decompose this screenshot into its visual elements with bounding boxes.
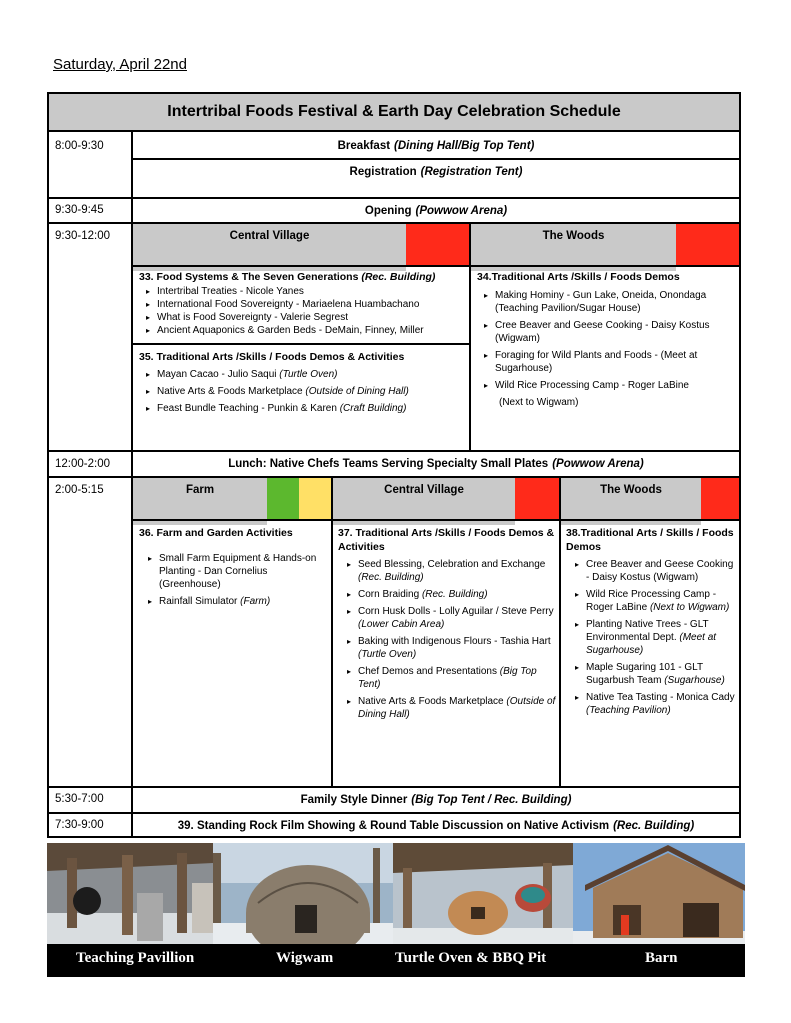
list-item: ▸ Native Arts & Foods Marketplace (Outside of Dining Hall): [358, 695, 556, 721]
list-item: ▸ Cree Beaver and Geese Cooking - Daisy Kostus (Wigwam): [586, 558, 737, 584]
central-village-header: Central Village: [133, 224, 406, 271]
red-indicator: [701, 478, 739, 519]
session-36-title: 36. Farm and Garden Activities: [139, 527, 293, 539]
list-item: ▸ Baking with Indigenous Flours - Tashia Hart (Turtle Oven): [358, 635, 556, 661]
photo-strip: [47, 843, 745, 946]
lunch-cell: [133, 452, 739, 476]
caption-barn: Barn: [645, 950, 678, 966]
time-slot: 5:30-7:00: [55, 793, 104, 805]
wigwam-photo: [213, 843, 393, 946]
photo-captions: [47, 944, 745, 977]
list-item: ▸ Planting Native Trees - GLT Environmental Dept. (Meet at Sugarhouse): [586, 618, 737, 657]
caption-turtle-oven: Turtle Oven & BBQ Pit: [395, 950, 547, 966]
caption-wigwam: Wigwam: [276, 950, 334, 966]
time-slot: 2:00-5:15: [55, 484, 104, 496]
film-location: (Rec. Building): [613, 820, 695, 832]
list-item: ▸ Corn Braiding (Rec. Building): [358, 588, 556, 601]
session-34-extra: (Next to Wigwam): [499, 397, 579, 408]
schedule-title: Intertribal Foods Festival & Earth Day Celebration Schedule: [49, 94, 739, 132]
divider: [133, 265, 739, 267]
divider: [133, 343, 469, 345]
time-slot: 7:30-9:00: [55, 819, 104, 831]
list-item: ▸ Making Hominy - Gun Lake, Oneida, Onondaga (Teaching Pavilion/Sugar House): [495, 289, 737, 315]
farm-header: Farm: [133, 478, 267, 525]
list-item: ▸ Chef Demos and Presentations (Big Top Tent): [358, 665, 556, 691]
dinner-location: (Big Top Tent / Rec. Building): [411, 794, 572, 806]
list-item: ▸ Feast Bundle Teaching - Punkin & Karen (Craft Building): [157, 402, 467, 415]
opening-location: (Powwow Arena): [415, 204, 508, 217]
the-woods-header: The Woods: [561, 478, 701, 525]
list-item: ▸ Ancient Aquaponics & Garden Beds - DeMain, Finney, Miller: [157, 324, 467, 337]
list-item: ▸ Wild Rice Processing Camp - Roger LaBine: [495, 379, 737, 392]
list-item: ▸ Intertribal Treaties - Nicole Yanes: [157, 285, 467, 298]
list-item: ▸ Native Arts & Foods Marketplace (Outside of Dining Hall): [157, 385, 467, 398]
list-item: ▸ Rainfall Simulator (Farm): [159, 595, 327, 608]
turtle-oven-photo: [393, 843, 573, 946]
time-slot: 9:30-12:00: [55, 230, 110, 242]
session-35: [139, 350, 467, 419]
session-35-title: 35. Traditional Arts /Skills / Foods Demos & Activities: [139, 351, 405, 363]
list-item: ▸ Small Farm Equipment & Hands-on Planting - Dan Cornelius (Greenhouse): [159, 552, 327, 591]
session-38: [566, 526, 737, 721]
session-34: [477, 270, 737, 409]
list-item: ▸ Seed Blessing, Celebration and Exchange (Rec. Building): [358, 558, 556, 584]
registration-label: Registration: [349, 166, 417, 178]
yellow-indicator: [299, 478, 331, 519]
page-date: Saturday, April 22nd: [53, 56, 187, 73]
film-label: 39. Standing Rock Film Showing & Round Table Discussion on Native Activism: [177, 820, 610, 832]
session-37-title: 37. Traditional Arts /Skills / Foods Demos & Activities: [338, 527, 555, 553]
time-slot: 12:00-2:00: [55, 458, 110, 470]
dinner-cell: [133, 788, 739, 812]
caption-teaching-pavillion: Teaching Pavillion: [76, 950, 195, 966]
time-slot: 8:00-9:30: [55, 140, 104, 152]
time-slot: 9:30-9:45: [55, 204, 104, 216]
red-indicator: [406, 224, 469, 265]
list-item: ▸ International Food Sovereignty - Mariaelena Huambachano: [157, 298, 467, 311]
list-item: ▸ Cree Beaver and Geese Cooking - Daisy Kostus (Wigwam): [495, 319, 737, 345]
session-37: [338, 526, 556, 725]
lunch-label: Lunch: Native Chefs Teams Serving Specialty Small Plates: [228, 458, 549, 470]
session-33-title: 33. Food Systems & The Seven Generations: [139, 271, 359, 283]
breakfast-cell: [133, 134, 739, 158]
red-indicator: [515, 478, 559, 519]
breakfast-label: Breakfast: [337, 140, 391, 152]
session-34-title: 34.Traditional Arts /Skills / Foods Demos: [477, 271, 680, 283]
registration-cell: [133, 160, 739, 203]
registration-location: (Registration Tent): [420, 166, 523, 178]
list-item: ▸ Native Tea Tasting - Monica Cady (Teaching Pavilion): [586, 691, 737, 717]
green-indicator: [267, 478, 299, 519]
film-cell: [133, 814, 739, 838]
red-indicator: [676, 224, 739, 265]
central-village-header: Central Village: [333, 478, 515, 525]
the-woods-header: The Woods: [471, 224, 676, 271]
opening-label: Opening: [364, 204, 412, 217]
teaching-pavillion-photo: [47, 843, 213, 946]
session-33: [139, 270, 467, 337]
session-33-location: (Rec. Building): [361, 271, 436, 283]
schedule-table: [47, 92, 741, 838]
session-38-title: 38.Traditional Arts / Skills / Foods Demos: [566, 527, 734, 553]
list-item: ▸ Mayan Cacao - Julio Saqui (Turtle Oven): [157, 368, 467, 381]
session-36: [139, 526, 327, 612]
breakfast-location: (Dining Hall/Big Top Tent): [394, 140, 535, 152]
list-item: ▸ Foraging for Wild Plants and Foods - (Meet at Sugarhouse): [495, 349, 737, 375]
dinner-label: Family Style Dinner: [300, 794, 408, 806]
opening-cell: [133, 199, 739, 222]
list-item: ▸ What is Food Sovereignty - Valerie Segrest: [157, 311, 467, 324]
list-item: ▸ Wild Rice Processing Camp - Roger LaBine (Next to Wigwam): [586, 588, 737, 614]
list-item: ▸ Corn Husk Dolls - Lolly Aguilar / Steve Perry (Lower Cabin Area): [358, 605, 556, 631]
list-item: ▸ Maple Sugaring 101 - GLT Sugarbush Team (Sugarhouse): [586, 661, 737, 687]
lunch-location: (Powwow Arena): [552, 458, 644, 470]
divider: [133, 519, 739, 521]
barn-photo: [573, 843, 745, 946]
